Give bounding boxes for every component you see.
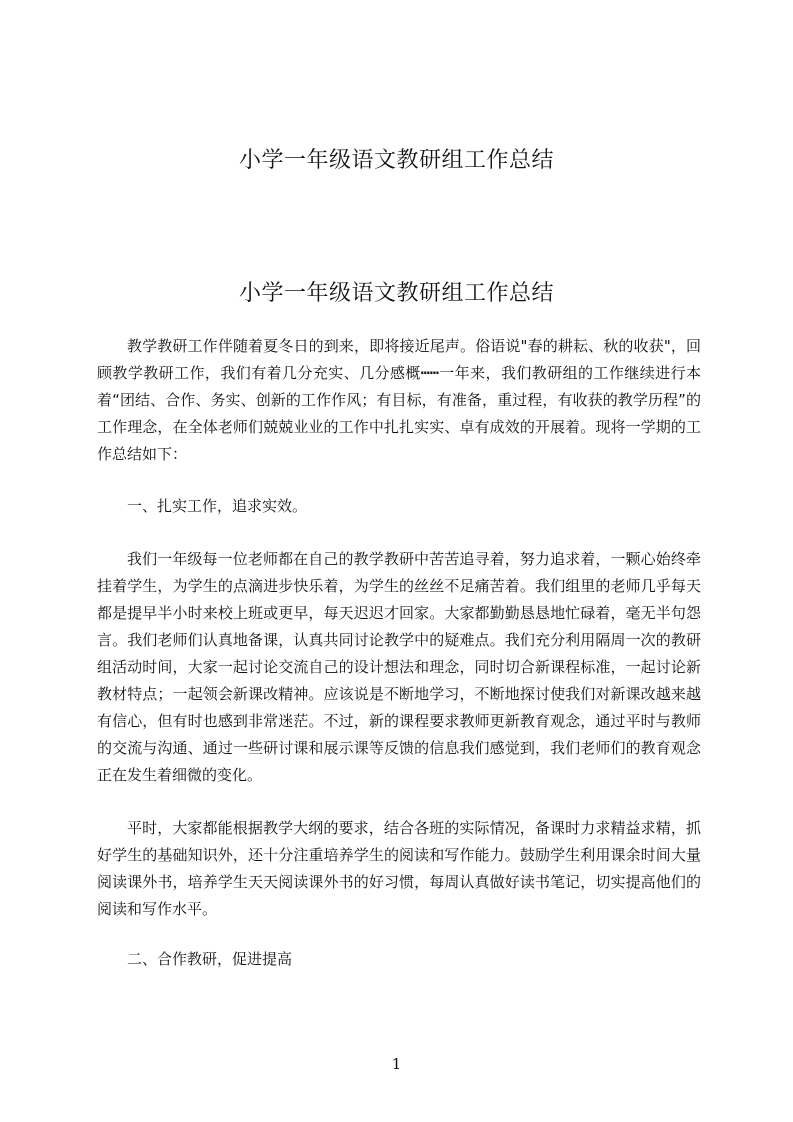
page-number: 1 <box>391 1055 402 1073</box>
section1-paragraph-2: 平时，大家都能根据教学大纲的要求，结合各班的实际情况，备课时力求精益求精，抓好学生的基础知识外，还十分注重培养学生的阅读和写作能力。鼓励学生利用课余时间大量阅读课外书，培养学生天天阅读课外书的好习惯，每周认真做好读书笔记，切实提高他们的阅读和写作水平。 <box>97 819 701 918</box>
section-heading-1: 一、扎实工作，追求实效。 <box>127 497 308 515</box>
section-heading-2: 二、合作教研，促进提高 <box>127 950 293 968</box>
document-header-title: 小学一年级语文教研组工作总结 <box>238 148 554 173</box>
document-main-title: 小学一年级语文教研组工作总结 <box>238 281 554 306</box>
intro-paragraph: 教学教研工作伴随着夏冬日的到来，即将接近尾声。俗语说"春的耕耘、秋的收获"，回顾教学教研工作，我们有着几分充实、几分感概┅┅一年来，我们教研组的工作继续进行本着“团结、合作、务实、创新的工作作风；有目标，有准备，重过程，有收获的教学历程”的工作理念，在全体老师们兢兢业业的工作中扎扎实实、卓有成效的开展着。现将一学期的工作总结如下： <box>97 337 701 463</box>
section1-paragraph-1: 我们一年级每一位老师都在自己的教学教研中苦苦追寻着，努力追求着，一颗心始终牵挂着学生，为学生的点滴进步快乐着，为学生的丝丝不足痛苦着。我们组里的老师几乎每天都是提早半小时来校上班或更早，每天迟迟才回家。大家都勤勤恳恳地忙碌着，毫无半句怨言。我们老师们认真地备课，认真共同讨论教学中的疑难点。我们充分利用隔周一次的教研组活动时间，大家一起讨论交流自己的设计想法和理念，同时切合新课程标准，一起讨论新教材特点；一起领会新课改精神。应该说是不断地学习，不断地探讨使我们对新课改越来越有信心，但有时也感到非常迷茫。不过，新的课程要求教师更新教育观念，通过平时与教师的交流与沟通、通过一些研讨课和展示课等反馈的信息我们感觉到，我们老师们的教育观念正在发生着细微的变化。 <box>97 550 701 784</box>
